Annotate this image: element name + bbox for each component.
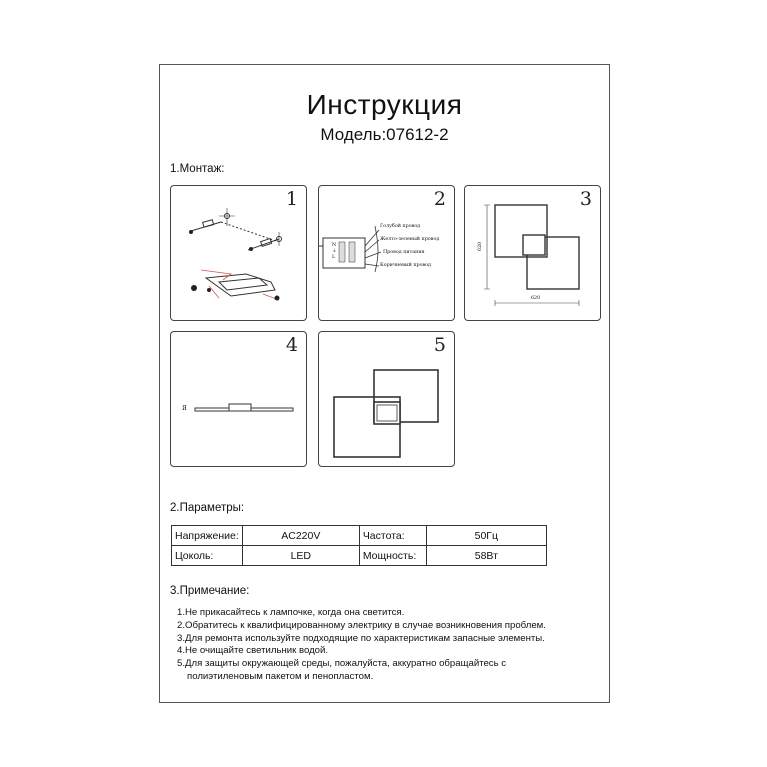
wire-power xyxy=(365,252,381,258)
mounting-step-4 xyxy=(170,331,307,467)
power-value: 58Вт xyxy=(426,546,546,566)
wire-yellow-green xyxy=(365,240,379,252)
screw-head-2 xyxy=(189,230,193,234)
screw-head-1 xyxy=(191,285,197,291)
mounting-step-3 xyxy=(464,185,601,321)
notes-heading: 3.Примечание: xyxy=(170,585,250,597)
socket-label: Цоколь: xyxy=(172,546,243,566)
dimension-vertical-label: 620 xyxy=(478,241,484,252)
frequency-label: Частота: xyxy=(359,526,426,546)
page-title: Инструкция xyxy=(306,89,463,120)
model-number: Модель:07612-2 xyxy=(320,125,449,144)
step-number: 4 xyxy=(285,334,298,356)
parameters-heading: 2.Параметры: xyxy=(170,502,245,514)
wall-plug-left xyxy=(203,220,214,227)
frequency-value: 50Гц xyxy=(426,526,546,546)
step-number: 3 xyxy=(579,188,592,210)
guide-line xyxy=(221,222,276,241)
step-number: 2 xyxy=(433,188,446,210)
dimension-horizontal-label: 620 xyxy=(531,296,541,301)
power-label: Мощность: xyxy=(359,546,426,566)
terminal-label-l: L xyxy=(332,255,336,260)
table-row xyxy=(172,546,547,566)
list-item-continuation: полиэтиленовым пакетом и пенопластом. xyxy=(187,670,374,682)
mounting-step-1 xyxy=(170,185,307,321)
label-blue-wire: Голубой провод xyxy=(380,224,421,229)
installed-fixture-illustration xyxy=(319,332,455,467)
instruction-sheet xyxy=(159,64,610,703)
notes-list xyxy=(177,607,546,684)
center-housing xyxy=(523,235,545,255)
parameters-table xyxy=(171,525,547,566)
voltage-value: AC220V xyxy=(242,526,359,546)
red-arrow-1 xyxy=(201,270,231,280)
mount-housing-side xyxy=(229,404,251,411)
mounting-step-2 xyxy=(318,185,455,321)
label-brown-wire: Коричневый провод xyxy=(380,263,432,268)
bracket-install-illustration xyxy=(171,186,307,321)
list-item: 4.Не очищайте светильник водой. xyxy=(177,645,329,657)
voltage-label: Напряжение: xyxy=(172,526,243,546)
side-view-illustration xyxy=(171,332,307,467)
step-number: 1 xyxy=(285,188,298,210)
terminal-label-earth: ⏚ xyxy=(332,249,337,254)
step-number: 5 xyxy=(433,334,446,356)
label-yellow-green-wire: Желто-зеленый провод xyxy=(380,237,440,242)
list-item: 5.Для защиты окружающей среды, пожалуйста, аккуратно обращайтесь с xyxy=(177,658,507,670)
table-row xyxy=(172,526,547,546)
side-mark: Я xyxy=(182,405,187,412)
socket-value: LED xyxy=(242,546,359,566)
list-item: 2.Обратитесь к квалифицированному электрику в случае возникновения проблем. xyxy=(177,619,546,631)
list-item: 1.Не прикасайтесь к лампочке, когда она светится. xyxy=(177,607,405,618)
list-item: 3.Для ремонта используйте подходящие по характеристикам запасные элементы. xyxy=(177,632,545,644)
mounting-step-5 xyxy=(318,331,455,467)
label-power-wire: Провод питания xyxy=(383,250,425,255)
mounting-heading: 1.Монтаж: xyxy=(170,163,225,175)
terminal-label-n: N xyxy=(332,243,337,248)
